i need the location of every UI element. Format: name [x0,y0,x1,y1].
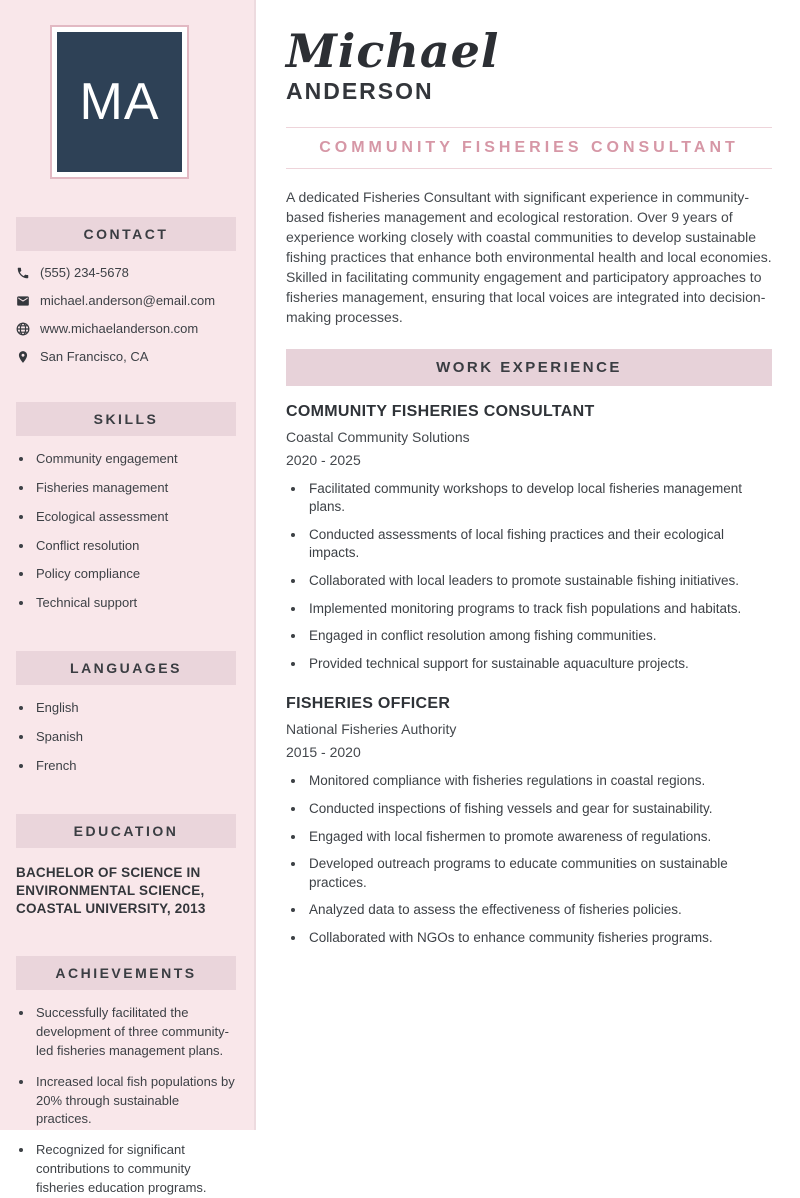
skills-section-header: SKILLS [16,402,236,436]
contact-item-phone [16,265,236,280]
languages-section-header: LANGUAGES [16,651,236,685]
language-item: • French [34,757,236,776]
contact-section [0,217,254,364]
phone-icon [16,266,30,280]
skill-item: • Community engagement [34,450,236,469]
education-degree: BACHELOR OF SCIENCE IN ENVIRONMENTAL SCIENCE, COASTAL UNIVERSITY, 2013 [16,864,206,917]
job-bullet: • Developed outreach programs to educate communities on sustainable practices. [306,855,772,891]
skills-section [0,402,254,613]
education-section-header: EDUCATION [16,814,236,848]
contact-section-header: CONTACT [16,217,236,251]
job-bullet-list [306,772,772,947]
job-company: National Fisheries Authority [286,721,457,738]
skill-item: • Technical support [34,594,236,613]
job-title-banner: COMMUNITY FISHERIES CONSULTANT [286,127,772,169]
education-section [0,814,254,919]
job-entry-2 [286,695,772,947]
skills-list [34,450,236,613]
contact-item-email [16,293,236,308]
photo-placeholder [57,32,182,172]
languages-list [34,699,236,776]
contact-website-label: www.michaelanderson.com [40,321,199,336]
job-dates: 2020 - 2025 [286,452,361,468]
skill-item: • Fisheries management [34,479,236,498]
globe-icon [16,322,30,336]
photo-initials: MA [79,73,160,131]
job-title: COMMUNITY FISHERIES CONSULTANT [286,403,595,420]
job-bullet: • Analyzed data to assess the effectiveness of fisheries policies. [306,901,772,919]
achievement-item: • Recognized for significant contributions to community fisheries education programs. [34,1141,236,1198]
sidebar [0,0,256,1195]
job-dates: 2015 - 2020 [286,744,361,761]
job-bullet: • Facilitated community workshops to develop local fisheries management plans. [306,480,772,516]
work-experience-header: WORK EXPERIENCE [286,349,772,386]
job-bullet: • Conducted assessments of local fishing practices and their ecological impacts. [306,526,772,562]
pin-icon [16,350,30,364]
last-name: ANDERSON [286,78,434,104]
job-bullet: • Collaborated with local leaders to promote sustainable fishing initiatives. [306,572,772,590]
languages-section [0,651,254,776]
contact-list [16,265,236,364]
job-bullet: • Conducted inspections of fishing vessels and gear for sustainability. [306,800,772,818]
achievements-section [0,956,254,1198]
skill-item: • Conflict resolution [34,537,236,556]
photo-frame [50,25,189,179]
skill-item: • Policy compliance [34,565,236,584]
job-company: Coastal Community Solutions [286,429,470,445]
job-bullet: • Monitored compliance with fisheries regulations in coastal regions. [306,772,772,790]
job-bullet: • Engaged in conflict resolution among fishing communities. [306,627,772,645]
job-bullet: • Provided technical support for sustainable aquaculture projects. [306,655,772,673]
mail-icon [16,294,30,308]
job-entry-1 [286,403,772,673]
achievement-item: • Successfully facilitated the development of three community-led fisheries management plans. [34,1004,236,1061]
achievements-section-header: ACHIEVEMENTS [16,956,236,990]
job-title: FISHERIES OFFICER [286,695,451,713]
first-name: Michael [286,24,500,78]
contact-item-website [16,321,236,336]
job-bullet: • Implemented monitoring programs to track fish populations and habitats. [306,600,772,618]
job-bullet: • Collaborated with NGOs to enhance community fisheries programs. [306,929,772,947]
job-bullet: • Engaged with local fishermen to promote awareness of regulations. [306,828,772,846]
summary-paragraph: A dedicated Fisheries Consultant with significant experience in community-based fisheries management and ecological restoration. Over 9 years of experience working closely with coastal communities to develop sustainable fishing practices that enhance both environmental health and local economies. Skilled in facilitating community engagement and participatory approaches to fisheries management, ensuring that local voices are integrated into decision-making processes. [286,189,772,325]
contact-phone-label: (555) 234-5678 [40,265,129,280]
achievement-item: • Increased local fish populations by 20% through sustainable practices. [34,1073,236,1130]
contact-location-label: San Francisco, CA [40,349,149,364]
main-column [258,0,800,1130]
job-bullet-list [306,480,772,673]
contact-item-location [16,349,236,364]
contact-email-label: michael.anderson@email.com [40,293,216,308]
skill-item: • Ecological assessment [34,508,236,527]
achievements-list [34,1004,236,1198]
language-item: • Spanish [34,728,236,747]
language-item: • English [34,699,236,718]
